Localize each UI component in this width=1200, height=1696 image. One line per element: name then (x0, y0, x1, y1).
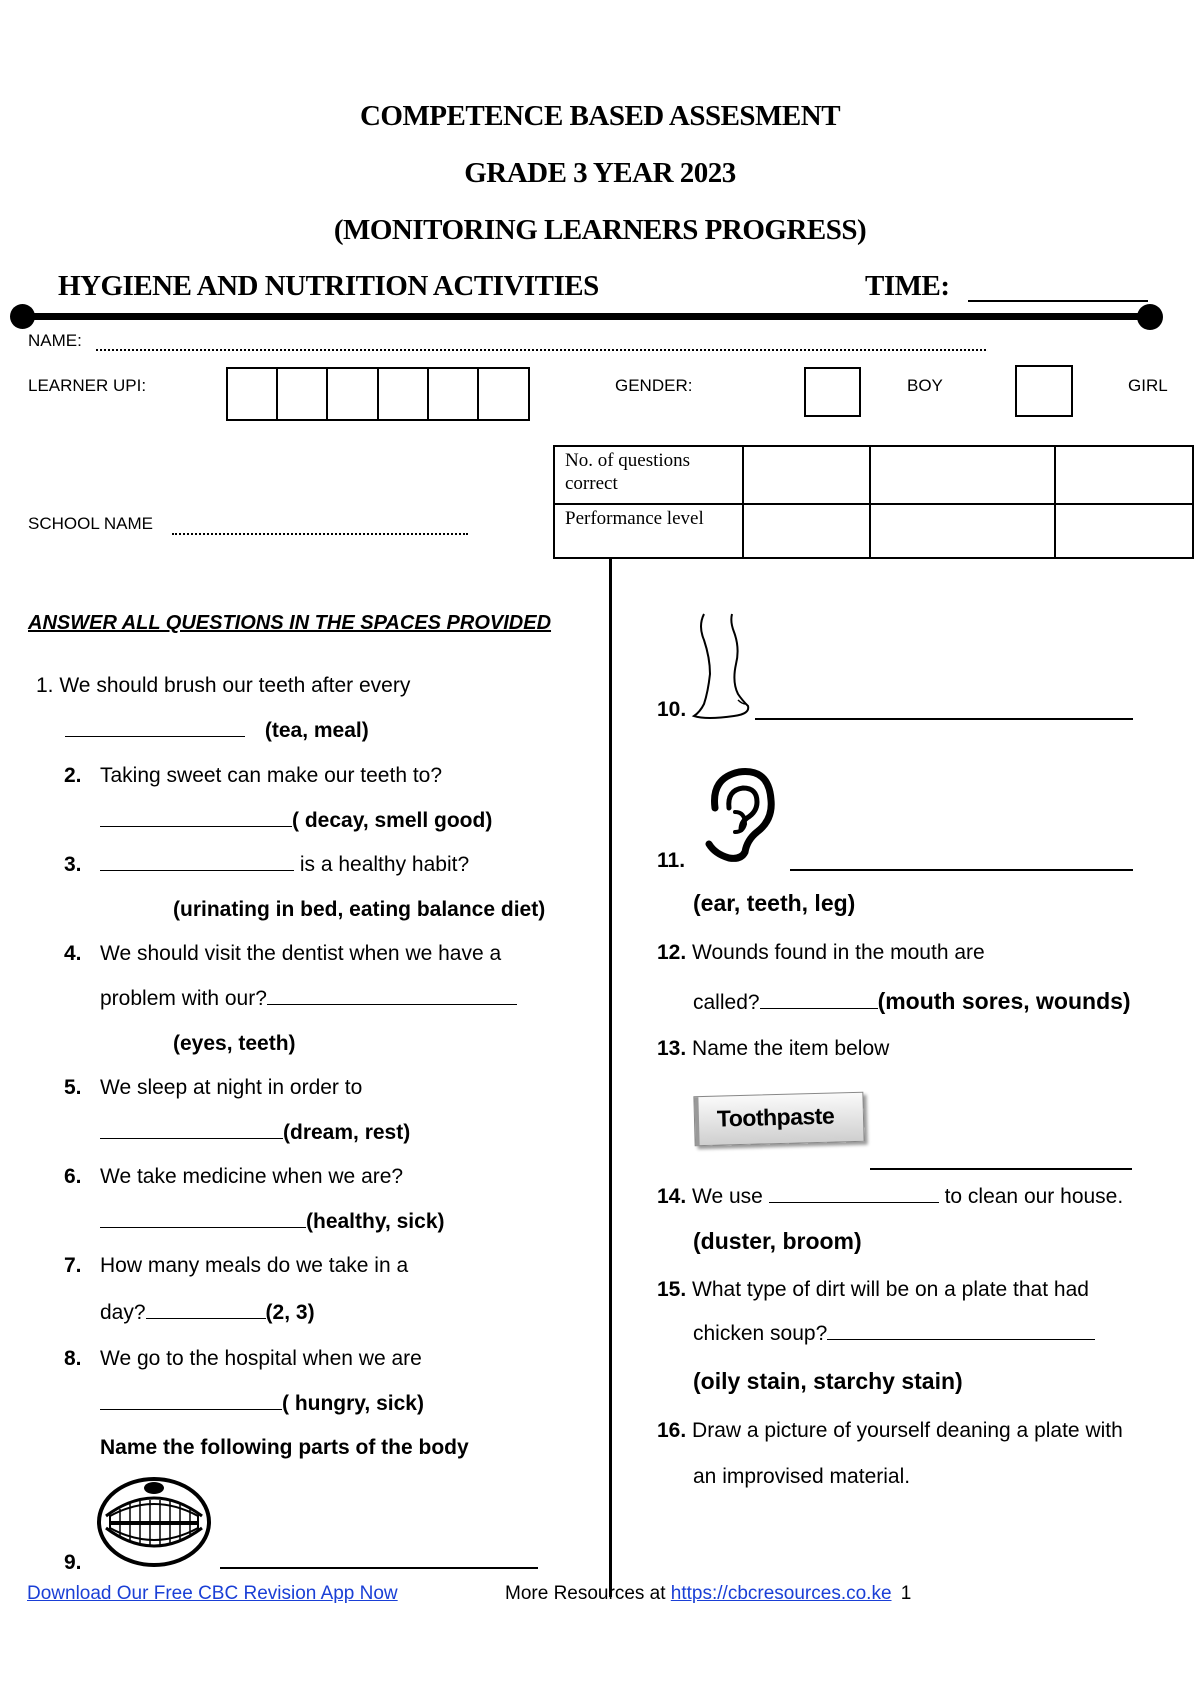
upi-divider (477, 367, 479, 421)
gender-label: GENDER: (615, 376, 693, 395)
answer-options: (2, 3) (265, 1301, 315, 1324)
question-text: Draw a picture of yourself deaning a plate with (692, 1419, 1123, 1442)
question-7 (64, 1253, 408, 1279)
question-text: problem with our? (100, 987, 267, 1010)
perf-cell[interactable] (1055, 446, 1193, 504)
rule-dot-left (10, 304, 35, 329)
question-number: 8. (64, 1347, 82, 1370)
question-text: chicken soup? (693, 1322, 828, 1345)
question-text: Name the item below (692, 1037, 890, 1060)
girl-label: GIRL (1128, 376, 1168, 395)
question-text: called? (693, 991, 760, 1014)
question-4-line-2 (100, 986, 517, 1012)
question-11-answer-blank[interactable] (790, 869, 1133, 871)
question-number: 4. (64, 942, 82, 965)
question-number: 14. (657, 1185, 687, 1208)
rule-dot-right (1137, 304, 1163, 330)
question-text: Taking sweet can make our teeth to? (100, 764, 443, 787)
title-line-3: (MONITORING LEARNERS PROGRESS) (333, 214, 867, 246)
question-11-number: 11. (657, 849, 686, 872)
school-field[interactable] (172, 533, 468, 535)
performance-table (553, 445, 1194, 559)
question-number: 13. (657, 1037, 687, 1060)
question-14-options: (duster, broom) (693, 1228, 862, 1254)
upi-divider (326, 367, 328, 421)
upi-divider (276, 367, 278, 421)
perf-row-label: No. of questions correct (554, 446, 743, 504)
question-text: Wounds found in the mouth are (692, 941, 985, 964)
question-6 (64, 1164, 403, 1190)
answer-options: ( decay, smell good) (292, 809, 493, 832)
question-2-answer (100, 808, 492, 834)
question-5-answer (100, 1120, 410, 1146)
question-text: to clean our house. (944, 1185, 1124, 1208)
question-9-answer-blank[interactable] (220, 1567, 538, 1569)
question-text: is a healthy habit? (299, 853, 470, 876)
question-text: day? (100, 1301, 146, 1324)
toothpaste-image (693, 1092, 864, 1146)
subject-title: HYGIENE AND NUTRITION ACTIVITIES (58, 270, 599, 302)
question-text: We go to the hospital when we are (100, 1347, 422, 1370)
perf-cell[interactable] (1055, 504, 1193, 558)
question-3 (64, 852, 469, 878)
more-resources-label: More Resources at (505, 1583, 666, 1604)
question-5 (64, 1075, 362, 1101)
question-text: We sleep at night in order to (100, 1076, 363, 1099)
question-1-answer (65, 718, 369, 744)
answer-blank[interactable] (65, 718, 245, 737)
ear-icon (705, 768, 777, 862)
instructions: ANSWER ALL QUESTIONS IN THE SPACES PROVIDED (28, 612, 552, 634)
toothpaste-label: Toothpaste (716, 1102, 835, 1132)
question-number: 6. (64, 1165, 82, 1188)
question-text: We should visit the dentist when we have a (100, 942, 502, 965)
website-link[interactable]: https://cbcresources.co.ke (670, 1583, 892, 1604)
answer-blank[interactable] (769, 1184, 939, 1203)
girl-checkbox[interactable] (1015, 365, 1073, 417)
page-number: 1 (900, 1583, 912, 1604)
question-10-answer-blank[interactable] (755, 718, 1133, 720)
teeth-icon (96, 1476, 212, 1568)
question-16 (657, 1418, 1123, 1444)
answer-options: (tea, meal) (264, 719, 369, 742)
question-4 (64, 941, 501, 967)
question-number: 3. (64, 853, 82, 876)
question-13 (657, 1036, 889, 1062)
footer-resources (505, 1583, 911, 1605)
answer-blank[interactable] (146, 1300, 266, 1319)
question-number: 7. (64, 1254, 82, 1277)
question-number: 1. (36, 674, 54, 697)
question-10-number: 10. (657, 698, 687, 721)
question-text: How many meals do we take in a (100, 1254, 409, 1277)
answer-options: (mouth sores, wounds) (877, 988, 1131, 1014)
answer-blank[interactable] (827, 1321, 1095, 1340)
boy-label: BOY (907, 376, 943, 395)
perf-cell[interactable] (743, 504, 870, 558)
upi-label: LEARNER UPI: (28, 376, 147, 395)
answer-options: ( hungry, sick) (282, 1392, 424, 1415)
school-label: SCHOOL NAME (28, 514, 154, 533)
question-14 (657, 1184, 1123, 1210)
question-9-number: 9. (64, 1551, 82, 1574)
answer-blank[interactable] (100, 1391, 282, 1410)
header-rule (22, 313, 1162, 320)
answer-options: (eyes, teeth) (173, 1032, 296, 1055)
answer-blank[interactable] (760, 990, 878, 1009)
question-number: 2. (64, 764, 82, 787)
footer (27, 1583, 398, 1605)
question-15-options: (oily stain, starchy stain) (693, 1368, 963, 1394)
question-number: 15. (657, 1278, 687, 1301)
question-text: We take medicine when we are? (100, 1165, 404, 1188)
question-7-line-2 (100, 1300, 315, 1326)
question-number: 12. (657, 941, 687, 964)
answer-options: (healthy, sick) (306, 1210, 445, 1233)
question-1 (36, 673, 410, 699)
question-2 (64, 763, 442, 789)
question-number: 16. (657, 1419, 687, 1442)
perf-cell[interactable] (743, 446, 870, 504)
leg-icon (690, 612, 754, 720)
time-label: TIME: (865, 270, 950, 302)
answer-blank[interactable] (100, 808, 292, 827)
answer-options: (urinating in bed, eating balance diet) (173, 898, 546, 921)
question-number: 5. (64, 1076, 82, 1099)
app-download-link[interactable]: Download Our Free CBC Revision App Now (27, 1583, 398, 1604)
name-label: NAME: (28, 331, 82, 350)
perf-cell[interactable] (870, 504, 1055, 558)
upi-divider (427, 367, 429, 421)
question-8-answer (100, 1391, 424, 1417)
title-line-1: COMPETENCE BASED ASSESMENT (359, 100, 841, 132)
name-field[interactable] (96, 349, 986, 351)
upi-divider (377, 367, 379, 421)
answer-blank[interactable] (100, 1209, 306, 1228)
question-6-answer (100, 1209, 445, 1235)
question-text: We use (692, 1185, 763, 1208)
question-15-line-2 (693, 1321, 1095, 1347)
answer-blank[interactable] (100, 852, 294, 871)
question-11-options: (ear, teeth, leg) (693, 890, 856, 916)
perf-row-label: Performance level (554, 504, 743, 558)
question-12 (657, 940, 985, 966)
question-13-answer-blank[interactable] (870, 1168, 1132, 1170)
question-12-line-2 (693, 988, 1131, 1016)
title-line-2: GRADE 3 YEAR 2023 (464, 157, 736, 189)
answer-options: (dream, rest) (283, 1121, 411, 1144)
question-15 (657, 1277, 1089, 1303)
answer-blank[interactable] (267, 986, 517, 1005)
answer-blank[interactable] (100, 1120, 283, 1139)
question-16-line-2: an improvised material. (693, 1465, 911, 1488)
question-text: What type of dirt will be on a plate that had (692, 1278, 1089, 1301)
time-blank[interactable] (968, 300, 1148, 302)
boy-checkbox[interactable] (804, 367, 861, 417)
column-divider (609, 557, 612, 1597)
question-8 (64, 1346, 422, 1372)
question-text: We should brush our teeth after every (59, 674, 411, 697)
body-parts-heading: Name the following parts of the body (100, 1436, 469, 1459)
perf-cell[interactable] (870, 446, 1055, 504)
